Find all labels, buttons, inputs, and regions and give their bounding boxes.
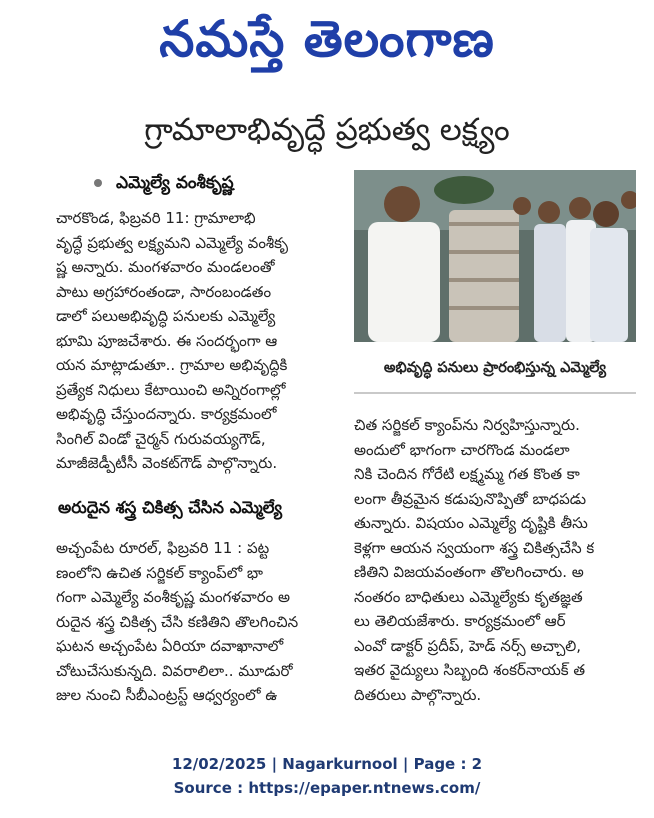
text-line: అభివృద్ధి చేస్తుందన్నారు. కార్యక్రమంలో <box>56 405 277 423</box>
text-line: దితరులు పాల్గొన్నారు. <box>354 685 482 704</box>
text-line: డాలో పలుఅభివృద్ధి పనులకు ఎమ్మెల్యే <box>56 307 276 325</box>
photo-caption: అభివృద్ధి పనులు ప్రారంభిస్తున్న ఎమ్మెల్యే <box>354 344 636 394</box>
text-line: అందులో భాగంగా చారగొండ మండలా <box>354 440 570 459</box>
text-line: ఎంవో డాక్టర్ ప్రదీప్, హెడ్ నర్స్ అచ్చాలి, <box>354 636 582 655</box>
footer-date-line: 12/02/2025 | Nagarkurnool | Page : 2 <box>171 755 483 773</box>
text-line: ష్ణ అన్నారు. మంగళవారం మండలంతో <box>56 258 275 276</box>
text-line: ప్రత్యేక నిధులు కేటాయించి అన్నిరంగాల్లో <box>56 380 286 399</box>
subheading: అరుదైన శస్త్ర చికిత్స చేసిన ఎమ్మెల్యే <box>58 498 283 517</box>
masthead-title: నమస్తే తెలంగాణ <box>159 10 495 68</box>
text-line: పాటు అగ్రహారంతండా, సారంబండతం <box>56 282 272 301</box>
text-line: గంగా ఎమ్మెల్యే వంశీకృష్ణ మంగళవారం అ <box>56 588 290 606</box>
text-line: లంగా తీవ్రమైన కడుపునొప్పితో బాధపడు <box>354 489 587 508</box>
text-line: ఇతర వైద్యులు సిబ్బంది శంకర్‌నాయక్ త <box>354 661 586 679</box>
text-line: నంతరం బాధితులు ఎమ్మెల్యేకు కృతజ్ఞత <box>354 587 583 606</box>
footer <box>0 752 654 800</box>
byline-text: ఎమ్మెల్యే వంశీకృష్ణ <box>116 173 234 193</box>
text-line: యన మాట్లాడుతూ.. గ్రామాల అభివృద్ధికి <box>56 356 288 374</box>
bullet-icon <box>94 179 102 187</box>
text-line: కెళ్లగా ఆయన స్వయంగా శస్త్ర చికిత్సచేసి క <box>354 538 595 557</box>
text-line: సింగిల్ విండో చైర్మన్ గురువయ్యగౌడ్, <box>56 429 266 448</box>
story-1-body <box>56 206 288 476</box>
text-line: ఘటన అచ్చంపేట ఏరియా దవాఖానాలో <box>56 637 284 655</box>
text-line: మాజీజెడ్పీటీసీ వెంకట్‌గౌడ్ పాల్గొన్నారు. <box>56 454 278 472</box>
text-line: వృద్ధే ప్రభుత్వ లక్ష్యమని ఎమ్మెల్యే వంశీకృ <box>56 233 289 252</box>
story-2-body-left <box>56 536 298 708</box>
text-line: నికి చెందిన గోరేటి లక్ష్మమ్మ గత కొంత కా <box>354 465 580 483</box>
text-line: లు తెలియజేశారు. కార్యక్రమంలో ఆర్ <box>354 612 566 630</box>
text-line: రుదైన శస్త్ర చికిత్స చేసి కణితిని తొలగించిన <box>56 612 299 631</box>
text-line: జుల నుంచి సీబీఎంట్రస్ట్ ఆధ్వర్యంలో ఉ <box>56 686 278 704</box>
text-line: చిత సర్జికల్ క్యాంప్‌ను నిర్వహిస్తున్నారు. <box>354 416 580 434</box>
masthead <box>0 4 654 74</box>
photo-illustration <box>354 170 636 342</box>
text-line: అచ్చంపేట రూరల్, ఫిబ్రవరి 11 : పట్ట <box>56 539 270 557</box>
story-2-body-right <box>354 413 594 707</box>
text-line: భూమి పూజచేశారు. ఈ సందర్భంగా ఆ <box>56 331 278 350</box>
text-line: చారకొండ, ఫిబ్రవరి 11: గ్రామాలాభి <box>56 209 256 227</box>
text-line: చోటుచేసుకున్నది. వివరాలిలా.. మూడురో <box>56 661 293 680</box>
footer-source-link[interactable]: Source : https://epaper.ntnews.com/ <box>173 779 481 797</box>
headline: గ్రామాలాభివృద్ధే ప్రభుత్వ లక్ష్యం <box>144 112 510 148</box>
byline <box>94 170 234 196</box>
text-line: తున్నారు. విషయం ఎమ్మెల్యే దృష్టికి తీసు <box>354 514 588 532</box>
news-photo <box>354 170 636 342</box>
text-line: ణితిని విజయవంతంగా తొలగించారు. అ <box>354 563 584 581</box>
text-line: ణంలోని ఉచిత సర్జికల్ క్యాంప్‌లో భా <box>56 563 264 582</box>
